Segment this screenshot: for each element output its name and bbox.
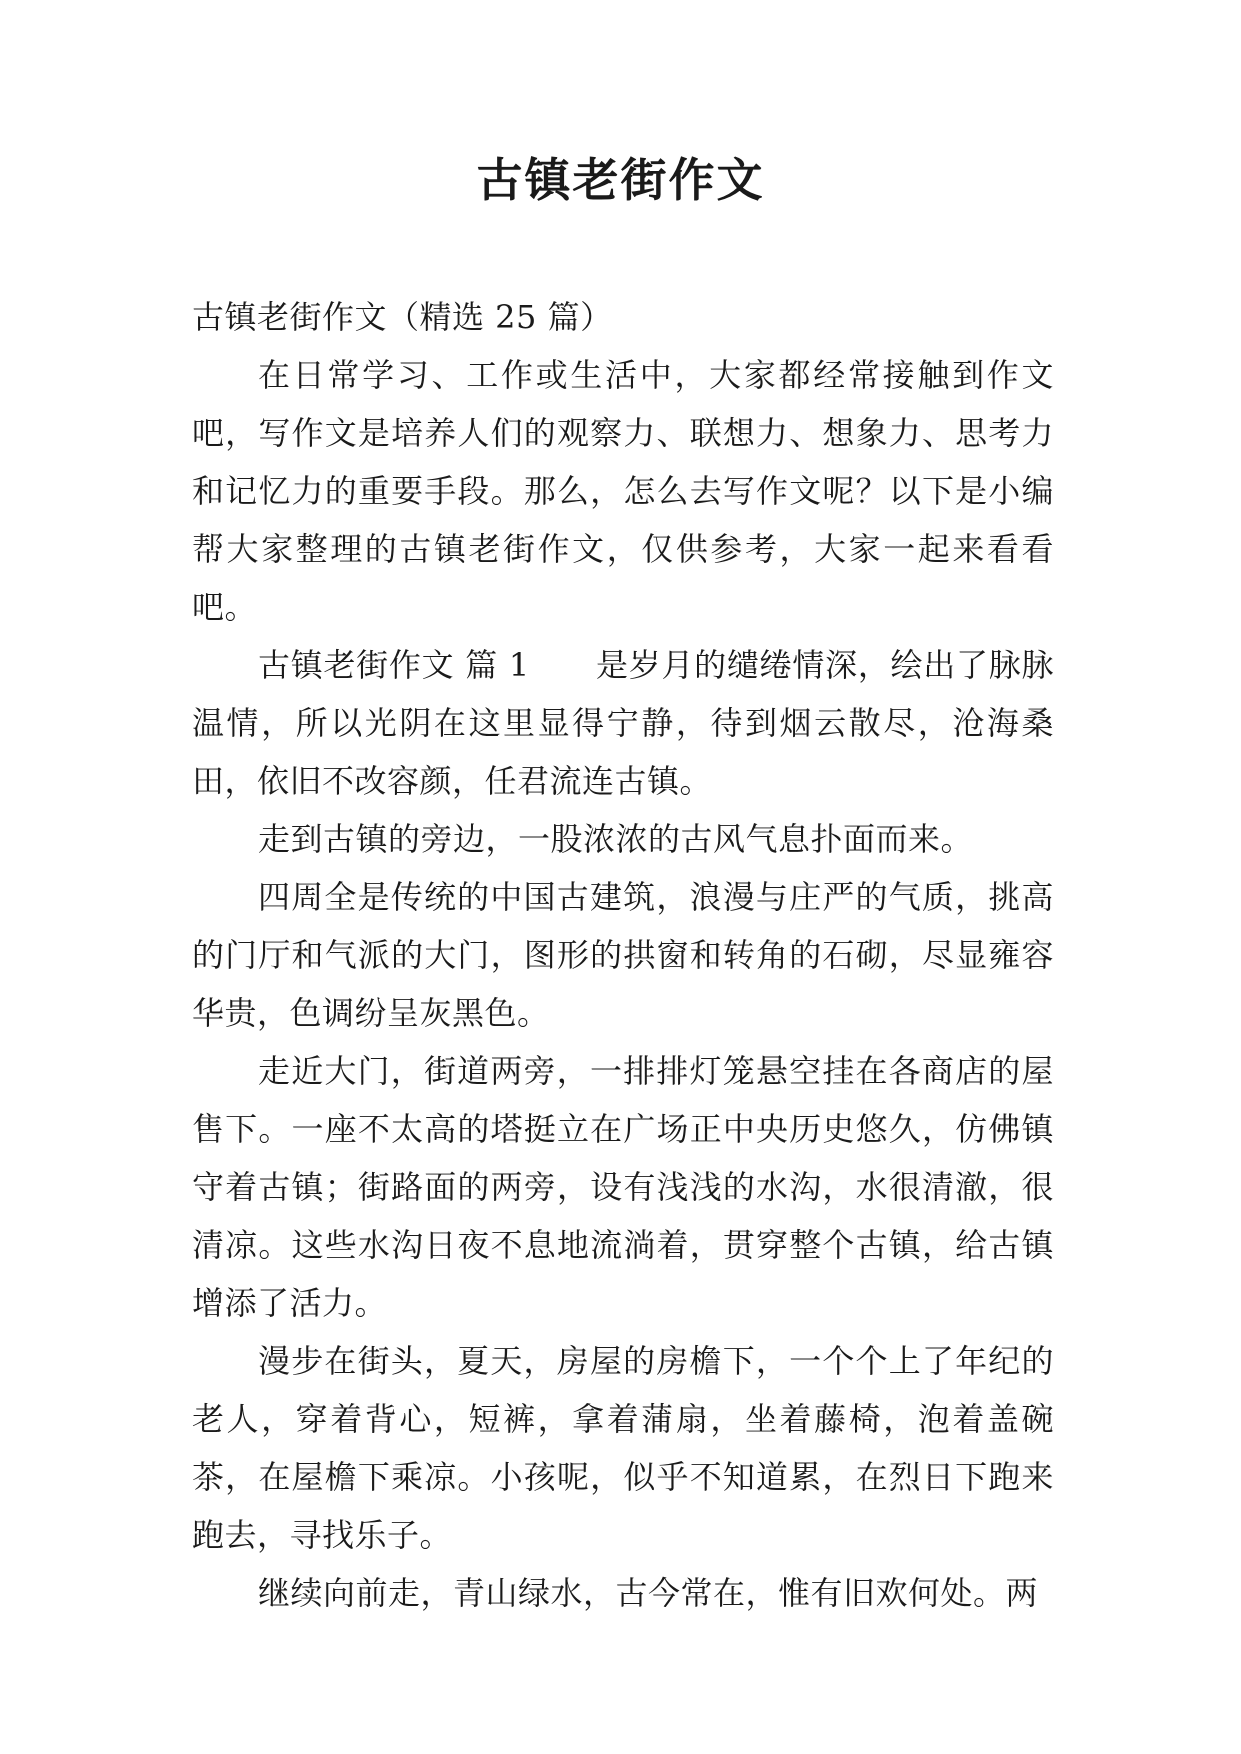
intro-paragraph: 在日常学习、工作或生活中，大家都经常接触到作文吧，写作文是培养人们的观察力、联想力、想象力、思考力和记忆力的重要手段。那么，怎么去写作文呢？以下是小编帮大家整理的古镇老街作文，仅供参考，大家一起来看看吧。 [192, 356, 1054, 626]
document-body [192, 288, 1054, 1622]
section-heading: 古镇老街作文 篇 1 [258, 646, 530, 684]
document-title: 古镇老街作文 [476, 153, 765, 207]
body-paragraph-4: 漫步在街头，夏天，房屋的房檐下，一个个上了年纪的老人，穿着背心，短裤，拿着蒲扇，坐着藤椅，泡着盖碗茶，在屋檐下乘凉。小孩呢，似乎不知道累，在烈日下跑来跑去，寻找乐子。 [192, 1342, 1054, 1554]
body-paragraph-3: 走近大门，街道两旁，一排排灯笼悬空挂在各商店的屋售下。一座不太高的塔挺立在广场正中央历史悠久，仿佛镇守着古镇；街路面的两旁，设有浅浅的水沟，水很清澈，很清凉。这些水沟日夜不息地流淌着，贯穿整个古镇，给古镇增添了活力。 [192, 1052, 1054, 1322]
body-paragraph-5: 继续向前走，青山绿水，古今常在，惟有旧欢何处。两 [258, 1574, 1039, 1612]
body-paragraph-1: 走到古镇的旁边，一股浓浓的古风气息扑面而来。 [258, 820, 974, 858]
section-first-text: 是岁月的缱绻情深，绘出了脉脉温情，所以光阴在这里显得宁静，待到烟云散尽，沧海桑田，依旧不改容颜，任君流连古镇。 [192, 646, 1054, 800]
document-subtitle: 古镇老街作文（精选 25 篇） [192, 298, 613, 336]
body-paragraph-2: 四周全是传统的中国古建筑，浪漫与庄严的气质，挑高的门厅和气派的大门，图形的拱窗和转角的石砌，尽显雍容华贵，色调纷呈灰黑色。 [192, 878, 1054, 1032]
section-1-paragraph [192, 636, 1054, 810]
